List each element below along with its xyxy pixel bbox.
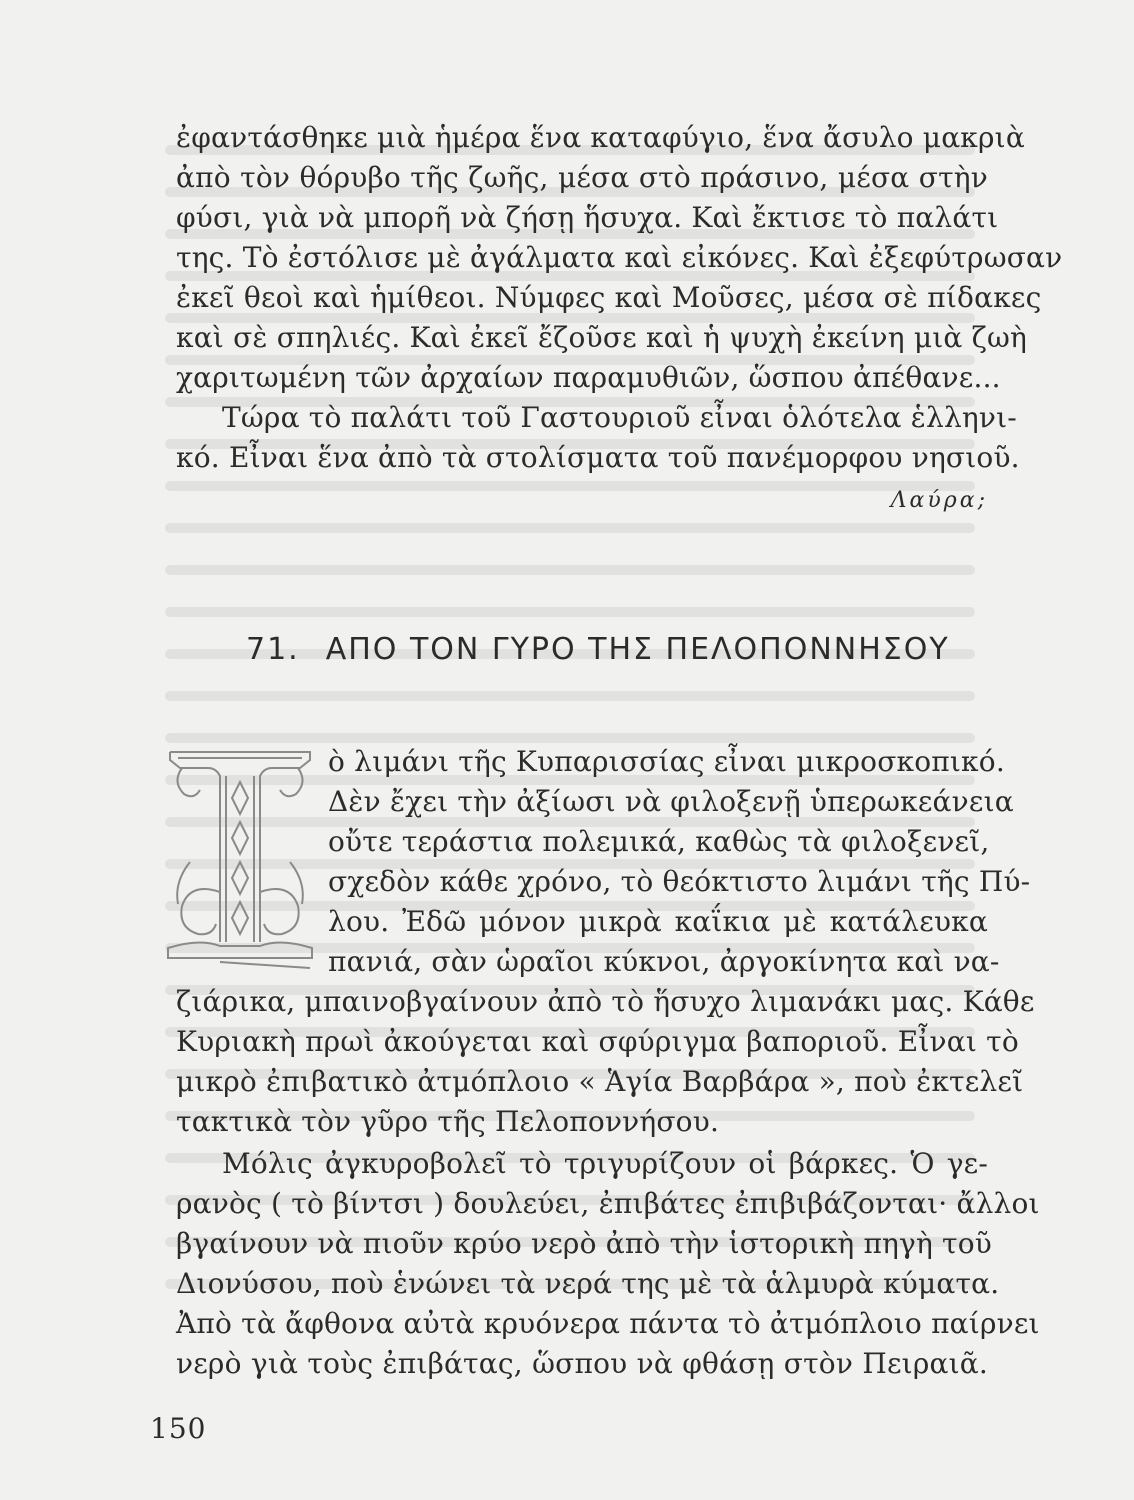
body-text-line: μικρὸ ἐπιβατικὸ ἀτμόπλοιο « Ἁγία Βαρβάρα », ποὺ ἐκτελεῖ xyxy=(176,1065,1024,1098)
body-text-line: Κυριακὴ πρωὶ ἀκούγεται καὶ σφύριγμα βαποριοῦ. Εἶναι τὸ xyxy=(176,1025,1019,1058)
body-text-line: κό. Εἶναι ἕνα ἀπὸ τὰ στολίσματα τοῦ πανέμορφου νησιοῦ. xyxy=(176,441,1020,474)
chapter-title: ΑΠΟ ΤΟΝ ΓΥΡΟ ΤΗΣ ΠΕΛΟΠΟΝΝΗΣΟΥ xyxy=(325,632,950,667)
body-text-line: ὸ λιμάνι τῆς Κυπαρισσίας εἶναι μικροσκοπικό. xyxy=(328,745,1005,778)
body-text-line: λου. Ἐδῶ μόνον μικρὰ καΐκια μὲ κατάλευκα xyxy=(328,905,988,938)
body-text-line: σχεδὸν κάθε χρόνο, τὸ θεόκτιστο λιμάνι τῆς Πύ- xyxy=(328,865,1031,898)
body-text-line: οὔτε τεράστια πολεμικά, καθὼς τὰ φιλοξενεῖ, xyxy=(328,825,990,858)
body-text-line: ἐκεῖ θεοὶ καὶ ἡμίθεοι. Νύμφες καὶ Μοῦσες, μέσα σὲ πίδακες xyxy=(176,281,1042,314)
chapter-number: 71. xyxy=(246,632,300,667)
body-text-line: τακτικὰ τὸν γῦρο τῆς Πελοποννήσου. xyxy=(176,1105,720,1138)
body-text-line: νερὸ γιὰ τοὺς ἐπιβάτας, ὥσπου νὰ φθάσῃ στὸν Πειραιᾶ. xyxy=(176,1347,988,1380)
body-text-line: φύσι, γιὰ νὰ μπορῆ νὰ ζήσῃ ἥσυχα. Καὶ ἔκτισε τὸ παλάτι xyxy=(176,201,999,234)
body-text-line: Διονύσου, ποὺ ἑνώνει τὰ νερά της μὲ τὰ ἁλμυρὰ κύματα. xyxy=(176,1267,1000,1300)
body-text-line: Δὲν ἔχει τὴν ἀξίωσι νὰ φιλοξενῇ ὑπερωκεάνεια xyxy=(328,785,1014,818)
body-text-line: ζιάρικα, μπαινοβγαίνουν ἀπὸ τὸ ἥσυχο λιμανάκι μας. Κάθε xyxy=(176,985,1035,1018)
body-text-line: Ἀπὸ τὰ ἄφθονα αὐτὰ κρυόνερα πάντα τὸ ἀτμόπλοιο παίρνει xyxy=(176,1307,1040,1340)
body-text-line: ἀπὸ τὸν θόρυβο τῆς ζωῆς, μέσα στὸ πράσινο, μέσα στὴν xyxy=(176,161,988,194)
body-text-line: Μόλις ἀγκυροβολεῖ τὸ τριγυρίζουν οἱ βάρκες. Ὁ γε- xyxy=(222,1147,988,1180)
body-text-line: ρανὸς ( τὸ βίντσι ) δουλεύει, ἐπιβάτες ἐπιβιβάζονται· ἄλλοι xyxy=(176,1187,1040,1220)
page-number: 150 xyxy=(150,1412,207,1445)
author-signature: Λαύρα; xyxy=(890,488,988,513)
body-text-line: καὶ σὲ σπηλιές. Καὶ ἐκεῖ ἔζοῦσε καὶ ἡ ψυχὴ ἐκείνη μιὰ ζωὴ xyxy=(176,321,1028,354)
body-text-line: πανιά, σὰν ὡραῖοι κύκνοι, ἀργοκίνητα καὶ να- xyxy=(328,945,1000,978)
chapter-heading xyxy=(246,632,986,667)
body-text-line: βγαίνουν νὰ πιοῦν κρύο νερὸ ἀπὸ τὴν ἱστορικὴ πηγὴ τοῦ xyxy=(176,1227,992,1260)
body-text-line: χαριτωμένη τῶν ἀρχαίων παραμυθιῶν, ὥσπου ἀπέθανε... xyxy=(176,361,1001,394)
body-text-line: Τώρα τὸ παλάτι τοῦ Γαστουριοῦ εἶναι ὁλότελα ἑλληνι- xyxy=(222,401,1017,434)
body-text-line: της. Τὸ ἐστόλισε μὲ ἀγάλματα καὶ εἰκόνες. Καὶ ἐξεφύτρωσαν xyxy=(176,241,1063,274)
body-text-line: ἐφαντάσθηκε μιὰ ἡμέρα ἕνα καταφύγιο, ἕνα ἄσυλο μακριὰ xyxy=(176,121,1025,154)
dropcap-ornament xyxy=(160,742,320,974)
